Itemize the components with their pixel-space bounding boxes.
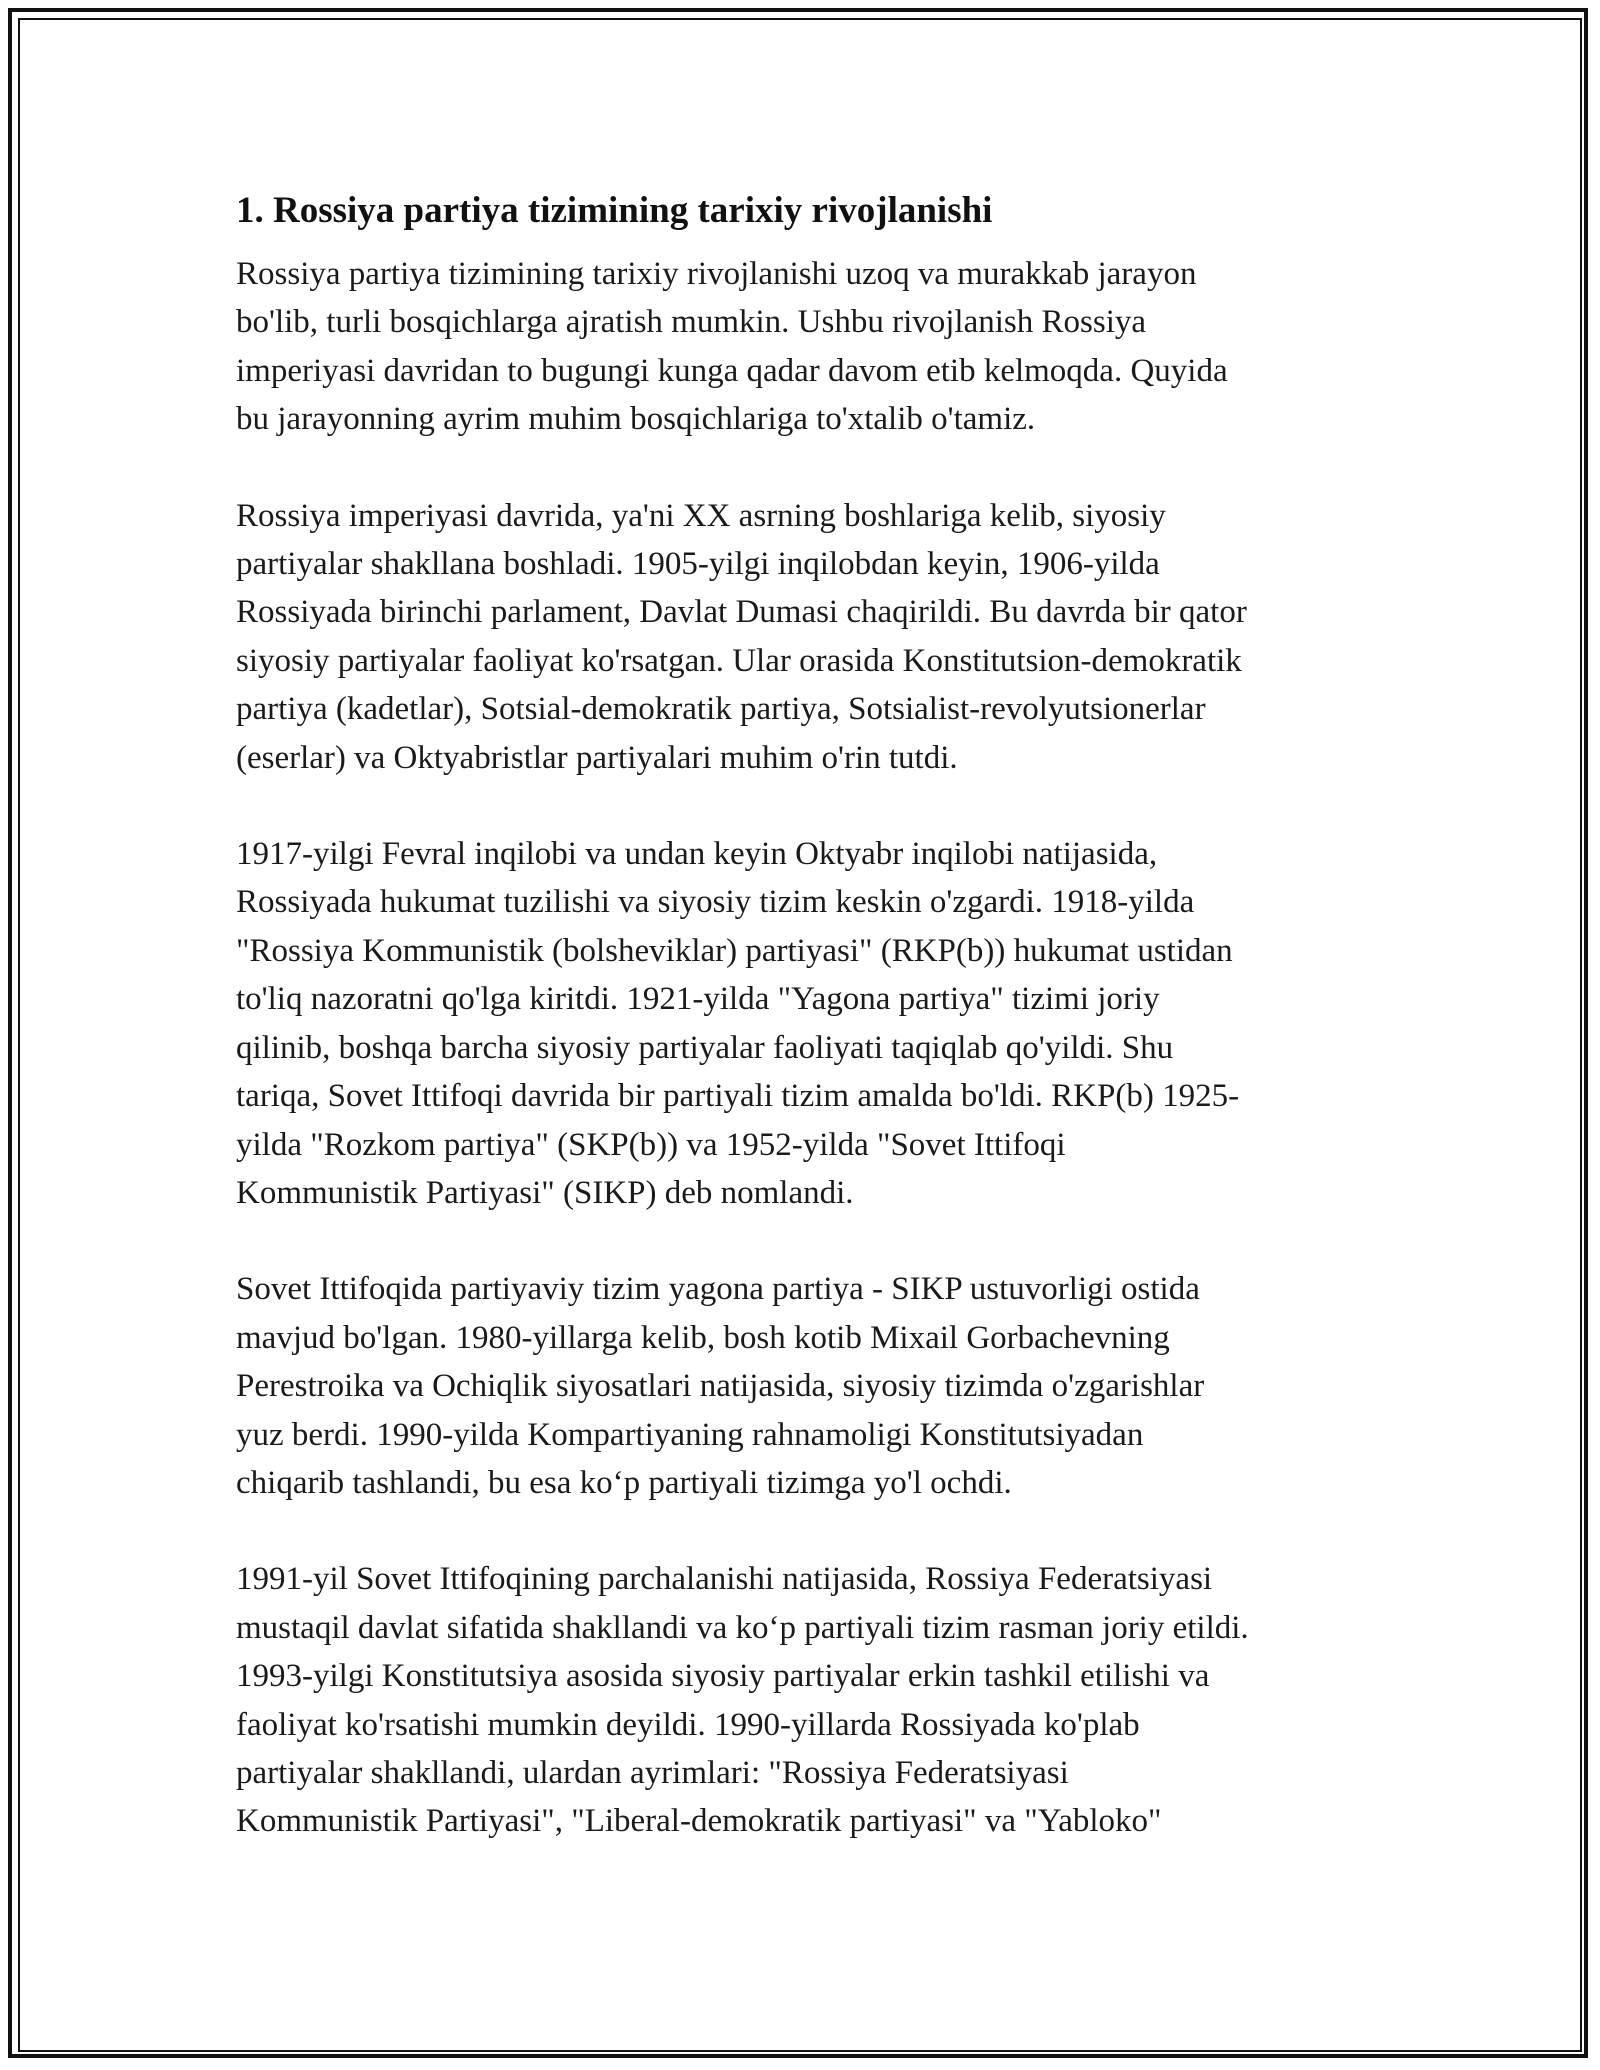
document-body — [236, 188, 1376, 1894]
paragraph-imperial-era: Rossiya imperiyasi davrida, ya'ni XX asrning boshlariga kelib, siyosiy partiyalar shakllana boshladi. 1905-yilgi inqilobdan keyin, 1906-yilda Rossiyada birinchi parlament, Davlat Dumasi chaqirildi. Bu davrda bir qator siyosiy partiyalar faoliyat ko'rsatgan. Ular orasida Konstitutsion-demokratik partiya (kadetlar), Sotsial-demokratik partiya, Sotsialist-revolyutsionerlar (eserlar) va Oktyabristlar partiyalari muhim o'rin tutdi. — [236, 497, 1247, 776]
paragraph-intro: Rossiya partiya tizimining tarixiy rivojlanishi uzoq va murakkab jarayon bo'lib, turli bosqichlarga ajratish mumkin. Ushbu rivojlanish Rossiya imperiyasi davridan to bugungi kunga qadar davom etib kelmoqda. Quyida bu jarayonning ayrim muhim bosqichlariga to'xtalib o'tamiz. — [236, 256, 1228, 438]
section-heading: 1. Rossiya partiya tizimining tarixiy rivojlanishi — [236, 190, 993, 231]
paragraph-federation-era: 1991-yil Sovet Ittifoqining parchalanishi natijasida, Rossiya Federatsiyasi mustaqil davlat sifatida shakllandi va ko‘p partiyali tizim rasman joriy etildi. 1993-yilgi Konstitutsiya asosida siyosiy partiyalar erkin tashkil etilishi va faoliyat ko'rsatishi mumkin deyildi. 1990-yillarda Rossiyada ko'plab partiyalar shakllandi, ulardan ayrimlari: "Rossiya Federatsiyasi Kommunistik Partiyasi", "Liberal-demokratik partiyasi" va "Yabloko" — [236, 1561, 1249, 1840]
paragraph-soviet-era: Sovet Ittifoqida partiyaviy tizim yagona partiya - SIKP ustuvorligi ostida mavjud bo'lgan. 1980-yillarga kelib, bosh kotib Mixail Gorbachevning Perestroika va Ochiqlik siyosatlari natijasida, siyosiy tizimda o'zgarishlar yuz berdi. 1990-yilda Kompartiyaning rahnamoligi Konstitutsiyadan chiqarib tashlandi, bu esa ko‘p partiyali tizimga yo'l ochdi. — [236, 1271, 1205, 1501]
paragraph-revolution-era: 1917-yilgi Fevral inqilobi va undan keyin Oktyabr inqilobi natijasida, Rossiyada hukumat tuzilishi va siyosiy tizim keskin o'zgardi. 1918-yilda "Rossiya Kommunistik (bolsheviklar) partiyasi" (RKP(b)) hukumat ustidan to'liq nazoratni qo'lga kiritdi. 1921-yilda "Yagona partiya" tizimi joriy qilinib, boshqa barcha siyosiy partiyalar faoliyati taqiqlab qo'yildi. Shu tariqa, Sovet Ittifoqi davrida bir partiyali tizim amalda bo'ldi. RKP(b) 1925- yilda "Rozkom partiya" (SKP(b)) va 1952-yilda "Sovet Ittifoqi Kommunistik Partiyasi" (SIKP) deb nomlandi. — [236, 836, 1240, 1211]
